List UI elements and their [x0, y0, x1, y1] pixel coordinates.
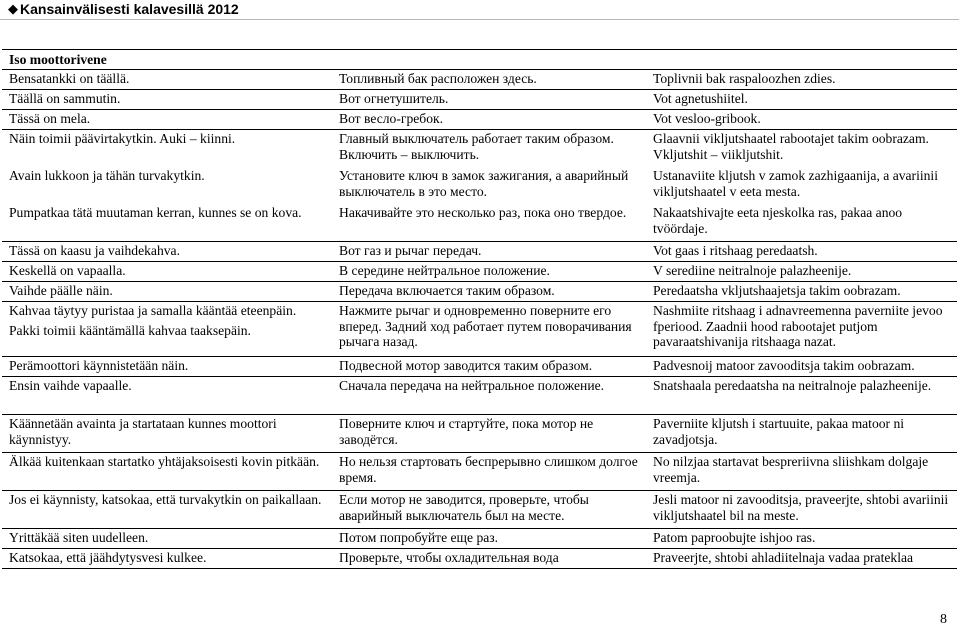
finnish-cell: Näin toimii päävirtakytkin. Auki – kiinni.	[9, 131, 236, 146]
table-row	[2, 167, 957, 204]
finnish-line: Kahvaa täytyy puristaa ja samalla kääntää eteenpäin.	[9, 303, 297, 318]
finnish-cell: Perämoottori käynnistetään näin.	[9, 358, 189, 373]
transliteration-cell: No nilzjaa startavat bespreriivna sliishkam dolgaje vreemja.	[653, 454, 929, 485]
russian-cell: Установите ключ в замок зажигания, а аварийный выключатель в это место.	[339, 168, 629, 199]
transliteration-cell: Nakaatshivajte eeta njeskolka ras, pakaa anoo tvöördaje.	[653, 205, 903, 236]
finnish-cell: Avain lukkoon ja tähän turvakytkin.	[9, 168, 205, 183]
finnish-cell: Keskellä on vapaalla.	[9, 263, 126, 278]
russian-cell: Накачивайте это несколько раз, пока оно твердое.	[339, 205, 627, 220]
transliteration-cell: Jesli matoor ni zavooditsja, praveerjte, shtobi avariinii vikljutshaatel bil na meste.	[653, 492, 949, 523]
finnish-cell: Käännetään avainta ja startataan kunnes moottori käynnistyy.	[9, 416, 277, 447]
header-title: Kansainvälisesti kalavesillä 2012	[20, 1, 239, 17]
table-row	[2, 302, 957, 357]
finnish-cell: Bensatankki on täällä.	[9, 71, 130, 86]
russian-cell: Поверните ключ и стартуйте, пока мотор не заводётся.	[339, 416, 594, 447]
finnish-cell: Ensin vaihde vapaalle.	[9, 378, 132, 393]
finnish-cell: Älkää kuitenkaan startatko yhtäjaksoisesti kovin pitkään.	[9, 454, 320, 469]
russian-cell: Потом попробуйте еще раз.	[339, 530, 499, 545]
table-row	[2, 130, 957, 167]
table-row	[2, 357, 957, 377]
transliteration-cell: Patom paproobujte ishjoo ras.	[653, 530, 816, 545]
russian-cell: Проверьте, чтобы охладительная вода	[339, 550, 559, 565]
transliteration-cell: Padvesnoij matoor zavooditsja takim oobrazam.	[653, 358, 915, 373]
header-divider	[0, 19, 959, 20]
russian-cell: Если мотор не заводится, проверьте, чтобы аварийный выключатель был на месте.	[339, 492, 589, 523]
finnish-cell	[2, 302, 332, 356]
finnish-cell: Yrittäkää siten uudelleen.	[9, 530, 149, 545]
russian-cell: Подвесной мотор заводится таким образом.	[339, 358, 593, 373]
table-row	[2, 415, 957, 453]
table-row	[2, 529, 957, 549]
russian-cell: Но нельзя стартовать беспрерывно слишком долгое время.	[339, 454, 638, 485]
table-row	[2, 377, 957, 415]
table-row	[2, 549, 957, 569]
table-row	[2, 204, 957, 242]
russian-cell: Топливный бак расположен здесь.	[339, 71, 537, 86]
transliteration-cell: Peredaatsha vkljutshaajetsja takim oobrazam.	[653, 283, 901, 298]
table-row	[2, 262, 957, 282]
transliteration-cell: Vot vesloo-gribook.	[653, 111, 761, 126]
page-number: 8	[940, 612, 947, 627]
finnish-cell: Jos ei käynnisty, katsokaa, että turvakytkin on paikallaan.	[9, 492, 322, 507]
table-row	[2, 110, 957, 130]
transliteration-cell: Ustanaviite kljutsh v zamok zazhigaanija, a avariinii vikljutshaatel v eeta mesta.	[653, 168, 938, 199]
transliteration-cell: Paverniite kljutsh i startuuite, pakaa matoor ni zavadjotsja.	[653, 416, 905, 447]
table-row	[2, 491, 957, 529]
table-row	[2, 282, 957, 302]
finnish-cell: Vaihde päälle näin.	[9, 283, 113, 298]
section-title: Iso moottorivene	[9, 52, 107, 67]
transliteration-cell: Nashmiite ritshaag i adnavreemenna paverniite jevoo fperiood. Zaadnii hood rabootajet putjom pavaraatshivanija ritshaaga nazat.	[653, 303, 943, 349]
russian-cell: Сначала передача на нейтральное положение.	[339, 378, 605, 393]
section-row	[2, 50, 957, 70]
transliteration-cell: Vot agnetushiitel.	[653, 91, 748, 106]
transliteration-cell: V serediine neitralnoje palazheenije.	[653, 263, 852, 278]
transliteration-cell: Toplivnii bak raspaloozhen zdies.	[653, 71, 836, 86]
finnish-cell: Tässä on kaasu ja vaihdekahva.	[9, 243, 180, 258]
russian-cell: Вот весло-гребок.	[339, 111, 443, 126]
diamond-icon: ◆	[8, 1, 18, 16]
table-row	[2, 242, 957, 262]
russian-cell: Передача включается таким образом.	[339, 283, 555, 298]
russian-cell: В середине нейтральное положение.	[339, 263, 550, 278]
russian-cell: Вот огнетушитель.	[339, 91, 449, 106]
phrase-table	[2, 49, 957, 569]
transliteration-cell: Glaavnii vikljutshaatel rabootajet takim oobrazam. Vkljutshit – viikljutshit.	[653, 131, 929, 162]
russian-cell: Вот газ и рычаг передач.	[339, 243, 482, 258]
table-row	[2, 453, 957, 491]
finnish-cell: Katsokaa, että jäähdytysvesi kulkee.	[9, 550, 207, 565]
table-row	[2, 70, 957, 90]
russian-cell: Нажмите рычаг и одновременно поверните его вперед. Задний ход работает путем поворачивания рычага назад.	[339, 303, 632, 349]
russian-cell: Главный выключатель работает таким образом. Включить – выключить.	[339, 131, 614, 162]
transliteration-cell: Snatshaala peredaatsha na neitralnoje palazheenije.	[653, 378, 932, 393]
finnish-line: Pakki toimii kääntämällä kahvaa taaksepäin.	[9, 322, 251, 338]
transliteration-cell: Praveerjte, shtobi ahladiitelnaja vadaa prateklaa	[653, 550, 914, 565]
document-header	[8, 0, 239, 18]
finnish-cell: Tässä on mela.	[9, 111, 91, 126]
table-row	[2, 90, 957, 110]
transliteration-cell: Vot gaas i ritshaag peredaatsh.	[653, 243, 818, 258]
finnish-cell: Pumpatkaa tätä muutaman kerran, kunnes se on kova.	[9, 205, 302, 220]
finnish-cell: Täällä on sammutin.	[9, 91, 121, 106]
